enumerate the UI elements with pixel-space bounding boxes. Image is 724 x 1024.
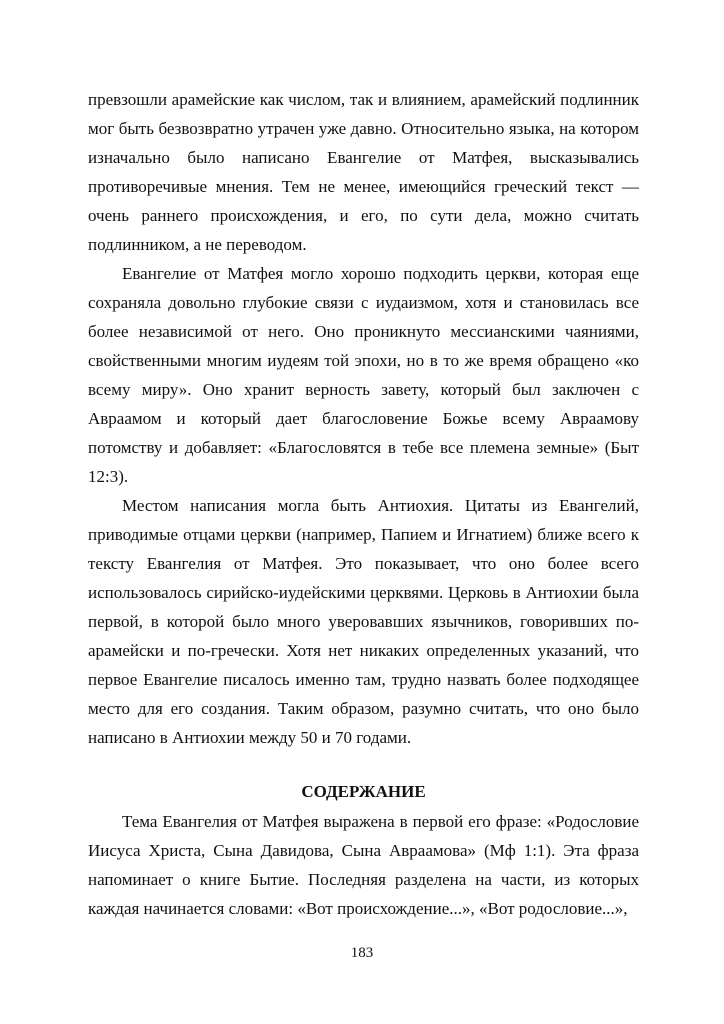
page-number: 183 bbox=[350, 945, 374, 961]
page-body bbox=[88, 85, 639, 923]
paragraph-church-context: Евангелие от Матфея могло хорошо подходить церкви, которая еще сохраняла довольно глубокие связи с иудаизмом, хотя и становилась все более независимой от него. Оно проникнуто мессианскими чаяниями, свойственными многим иудеям той эпохи, но в то же время обращено «ко всему миру». Оно хранит верность завету, который был заключен с Авраамом и который дает благословение Божье всему Авраамову потомству и добавляет: «Благословятся в тебе все племена земные» (Быт 12:3). bbox=[88, 264, 639, 486]
section-heading: СОДЕРЖАНИЕ bbox=[301, 782, 426, 801]
paragraph-place-of-writing: Местом написания могла быть Антиохия. Цитаты из Евангелий, приводимые отцами церкви (например, Папием и Игнатием) ближе всего к тексту Евангелия от Матфея. Это показывает, что оно более всего использовалось сирийско-иудейскими церквями. Церковь в Антиохии была первой, в которой было много уверовавших язычников, говоривших по-арамейски и по-гречески. Хотя нет никаких определенных указаний, что первое Евангелие писалось именно там, трудно назвать более подходящее место для его создания. Таким образом, разумно считать, что оно было написано в Антиохии между 50 и 70 годами. bbox=[88, 496, 639, 747]
paragraph-continuation: превзошли арамейские как числом, так и влиянием, арамейский подлинник мог быть безвозвратно утрачен уже давно. Относительно языка, на котором изначально было написано Евангелие от Матфея, высказывались противоречивые мнения. Тем не менее, имеющийся греческий текст — очень раннего происхождения, и его, по сути дела, можно считать подлинником, а не переводом. bbox=[88, 90, 639, 254]
paragraph-content-intro: Тема Евангелия от Матфея выражена в первой его фразе: «Родословие Иисуса Христа, Сына Давидова, Сына Авраамова» (Мф 1:1). Эта фраза напоминает о книге Бытие. Последняя разделена на части, из которых каждая начинается словами: «Вот происхождение...», «Вот родословие...», bbox=[88, 812, 639, 918]
